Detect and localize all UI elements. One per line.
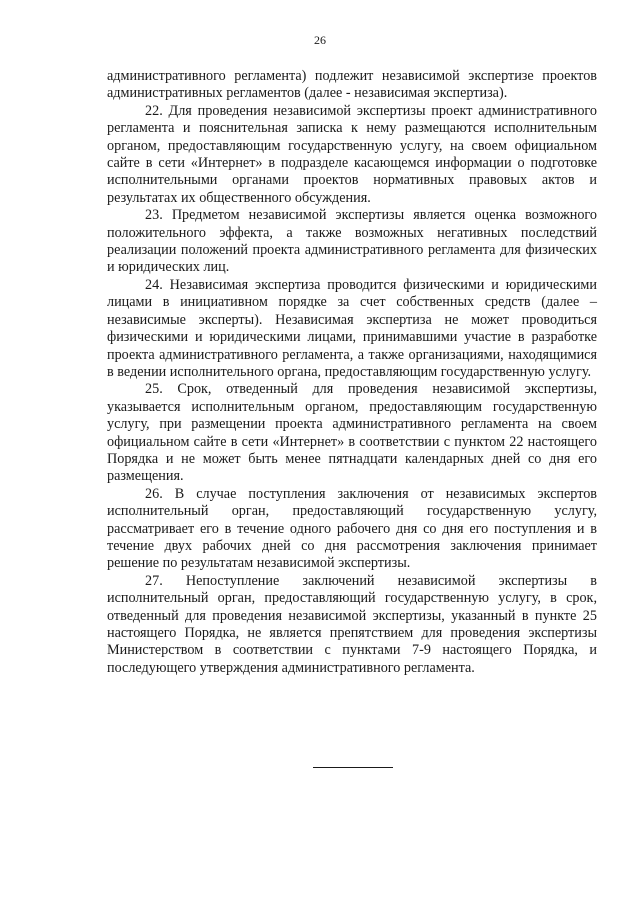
paragraph-27: 27. Непоступление заключений независимой экспертизы в исполнительный орган, предоставляющий государственную услугу, в срок, отведенный для проведения независимой экспертизы, указанный в пункте 25 настоящего Порядка, не является препятствием для проведения экспертизы Министерством в соответствии с пунктами 7-9 настоящего Порядка, и последующего утверждения административного регламента. bbox=[107, 572, 597, 676]
paragraph-23: 23. Предметом независимой экспертизы является оценка возможного положительного эффекта, а также возможных негативных последствий реализации положений проекта административного регламента для физических и юридических лиц. bbox=[107, 207, 597, 276]
paragraph-22: 22. Для проведения независимой экспертизы проект административного регламента и пояснительная записка к нему размещаются исполнительным органом, предоставляющим государственную услугу, на своем официальном сайте в сети «Интернет» в подразделе касающемся информации о подготовке исполнительными органами проектов нормативных правовых актов и результатах их общественного обсуждения. bbox=[107, 102, 597, 206]
footer-divider bbox=[313, 767, 393, 768]
paragraph-25: 25. Срок, отведенный для проведения независимой экспертизы, указывается исполнительным органом, предоставляющим государственную услугу, при размещении проекта административного регламента на своем официальном сайте в сети «Интернет» в соответствии с пунктом 22 настоящего Порядка и не может быть менее пятнадцати календарных дней со дня его размещения. bbox=[107, 381, 597, 485]
paragraph-continuation: административного регламента) подлежит независимой экспертизе проектов административных регламентов (далее - независимая экспертиза). bbox=[107, 68, 597, 102]
page-number: 26 bbox=[314, 33, 326, 47]
document-body bbox=[107, 68, 597, 677]
paragraph-24: 24. Независимая экспертиза проводится физическими и юридическими лицами в инициативном порядке за счет собственных средств (далее – независимые эксперты). Независимая экспертиза не может проводиться физическими и юридическими лицами, принимавшими участие в разработке проекта административного регламента, а также организациями, находящимися в ведении исполнительного органа, предоставляющим государственную услугу. bbox=[107, 276, 597, 380]
paragraph-26: 26. В случае поступления заключения от независимых экспертов исполнительный орган, предоставляющий государственную услугу, рассматривает его в течение одного рабочего дня со дня его поступления и в течение двух рабочих дней со дня рассмотрения заключения принимает решение по результатам независимой экспертизы. bbox=[107, 485, 597, 572]
